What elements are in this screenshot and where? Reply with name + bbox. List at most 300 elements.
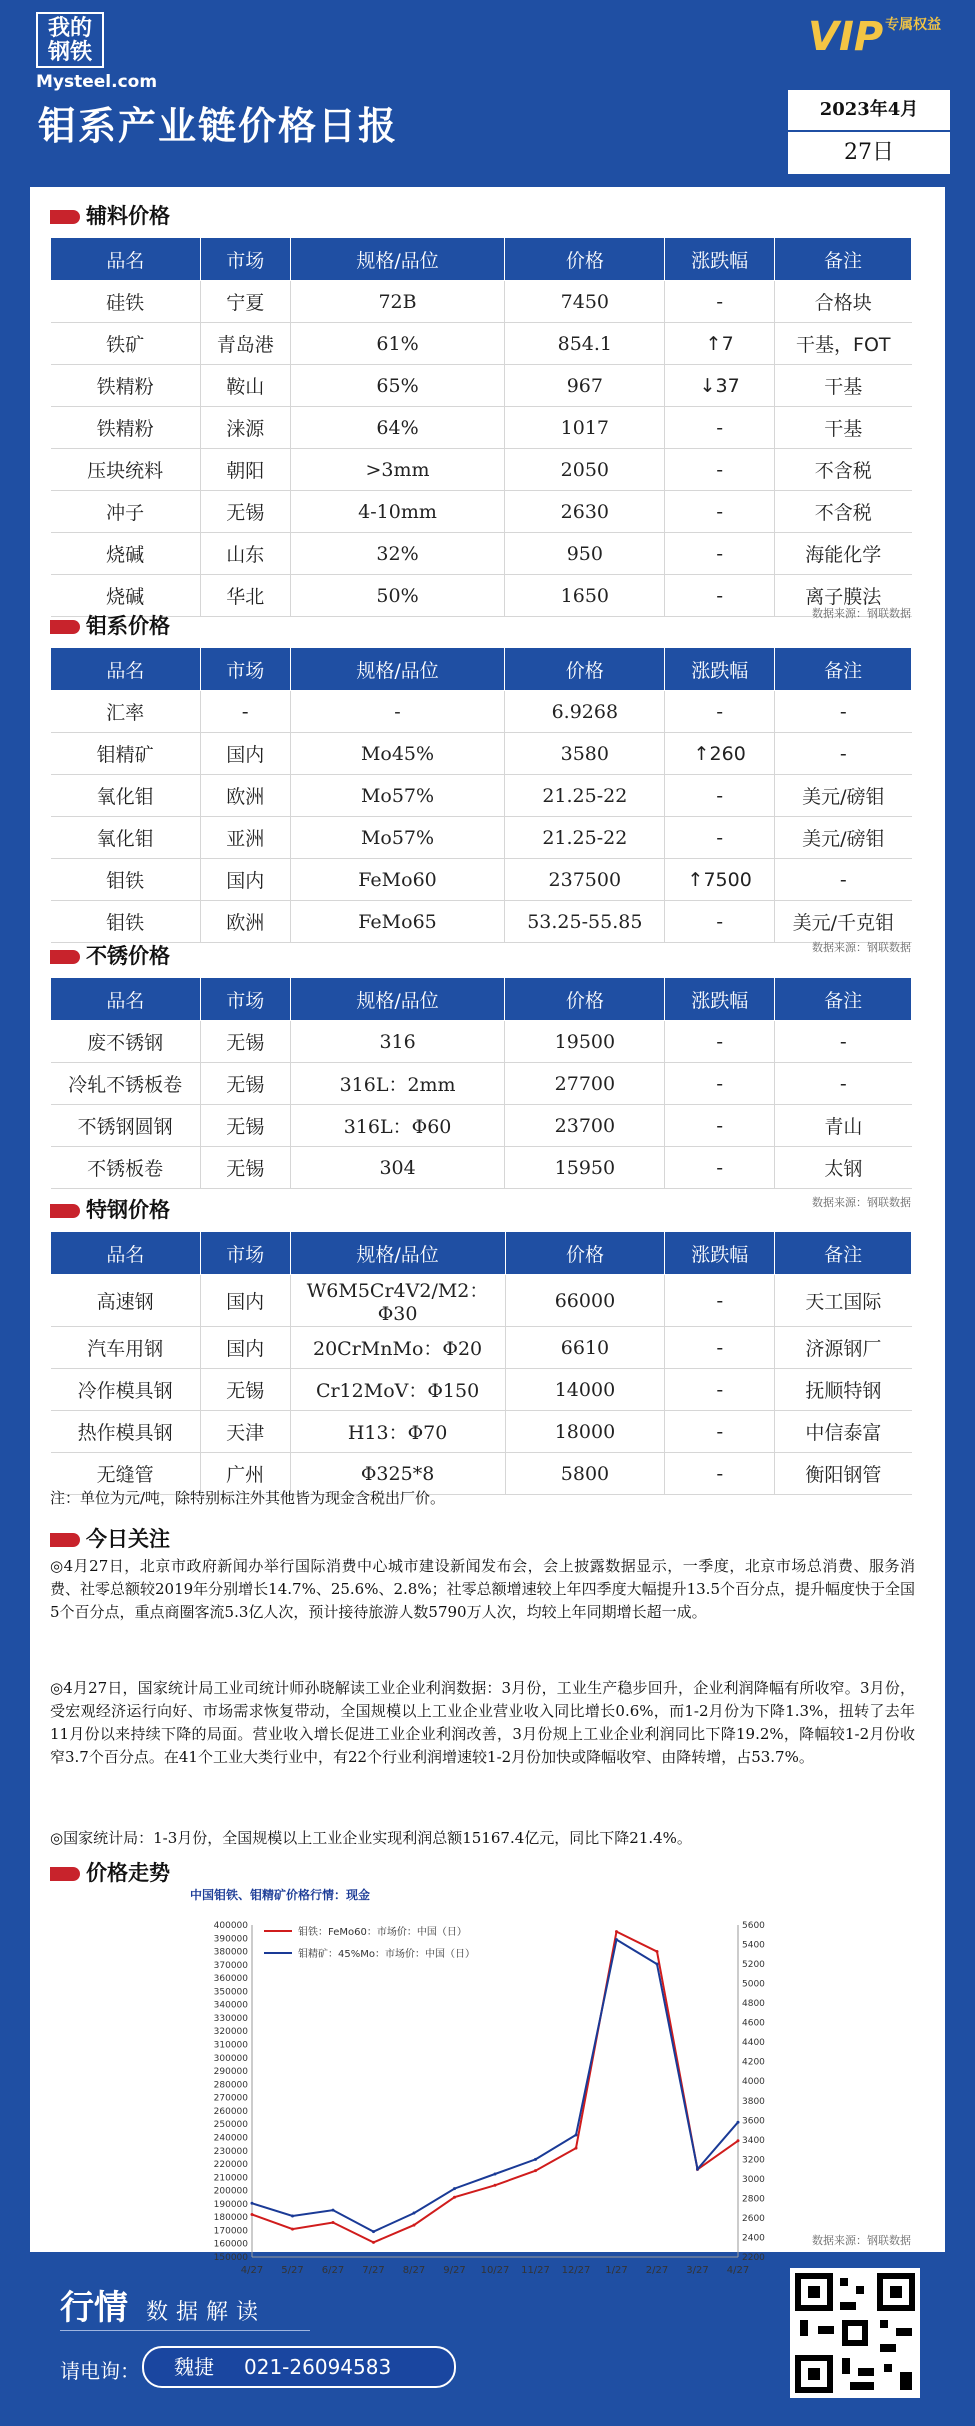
section-marker-icon	[50, 1533, 80, 1547]
table-row	[51, 817, 912, 859]
table-cell: ↓37	[665, 365, 775, 407]
y-tick-label-left: 180000	[213, 2213, 248, 2224]
column-header: 规格/品位	[290, 648, 505, 691]
table-cell: -	[775, 1063, 912, 1105]
y-tick-label-left: 270000	[213, 2093, 248, 2104]
y-tick-label-right: 4400	[742, 2038, 765, 2049]
table-cell: 316L：2mm	[290, 1063, 505, 1105]
source-note: 数据来源：钢联数据	[812, 607, 911, 620]
table-row	[51, 1327, 912, 1369]
logo-en: Mysteel.com	[36, 72, 158, 92]
table-cell: -	[665, 281, 775, 323]
x-tick-label: 11/27	[521, 2265, 550, 2276]
table-cell: 钼铁	[51, 901, 201, 943]
table-row	[51, 323, 912, 365]
table-cell: 济源钢厂	[775, 1327, 912, 1369]
table-cell: 5800	[505, 1453, 665, 1495]
table-row	[51, 1021, 912, 1063]
table-cell: 7450	[505, 281, 665, 323]
table-cell: -	[665, 575, 775, 617]
data-point	[534, 2169, 537, 2172]
section-title-aux	[50, 200, 170, 230]
table-cell: 冲子	[51, 491, 201, 533]
column-header: 涨跌幅	[665, 238, 775, 281]
table-cell: 青山	[775, 1105, 912, 1147]
section-marker-icon	[50, 1204, 80, 1218]
table-cell: 欧洲	[200, 775, 290, 817]
table-cell: 铁矿	[51, 323, 201, 365]
table-cell: 铁精粉	[51, 365, 201, 407]
table-cell: 不锈钢圆钢	[51, 1105, 201, 1147]
page-title: 钼系产业链价格日报	[38, 104, 399, 148]
table-row	[51, 1275, 912, 1327]
table-cell: 316L：Φ60	[290, 1105, 505, 1147]
table-cell: -	[775, 1021, 912, 1063]
table-row	[51, 1147, 912, 1189]
data-point	[332, 2221, 335, 2224]
column-header: 规格/品位	[290, 978, 505, 1021]
unit-note: 注：单位为元/吨，除特别标注外其他皆为现金含税出厂价。	[50, 1489, 446, 1507]
x-tick-label: 2/27	[645, 2265, 669, 2276]
logo-cn: 我的钢铁	[36, 12, 104, 68]
table-cell: 61%	[290, 323, 505, 365]
table-cell: -	[665, 1147, 775, 1189]
data-point	[413, 2224, 416, 2227]
table-cell: -	[665, 1411, 775, 1453]
section-title-text: 辅料价格	[86, 204, 170, 228]
data-point	[656, 1950, 659, 1953]
data-point	[575, 2133, 578, 2136]
table-cell: Mo45%	[290, 733, 505, 775]
table-cell: 美元/千克钼	[775, 901, 912, 943]
y-tick-label-left: 170000	[213, 2226, 248, 2237]
table-cell: 钼精矿	[51, 733, 201, 775]
y-tick-label-right: 3000	[742, 2174, 765, 2185]
y-tick-label-left: 320000	[213, 2027, 248, 2038]
table-row	[51, 449, 912, 491]
table-cell: 青岛港	[200, 323, 290, 365]
table-cell: 1017	[505, 407, 665, 449]
data-point	[453, 2187, 456, 2190]
table-cell: 抚顺特钢	[775, 1369, 912, 1411]
column-header: 品名	[51, 238, 201, 281]
table-cell: 66000	[505, 1275, 665, 1327]
footer	[0, 2252, 975, 2426]
table-cell: -	[775, 691, 912, 733]
table-cell: 无锡	[200, 1063, 290, 1105]
x-tick-label: 5/27	[281, 2265, 304, 2276]
table-cell: 不锈板卷	[51, 1147, 201, 1189]
table-cell: FeMo65	[290, 901, 505, 943]
column-header: 涨跌幅	[665, 978, 775, 1021]
table-cell: 美元/磅钼	[775, 775, 912, 817]
section-marker-icon	[50, 1867, 80, 1881]
table-row	[51, 1063, 912, 1105]
column-header: 涨跌幅	[665, 1232, 775, 1275]
x-tick-label: 4/27	[726, 2265, 750, 2276]
table-cell: -	[200, 691, 290, 733]
table-cell: 高速钢	[51, 1275, 201, 1327]
table-cell: 氧化钼	[51, 775, 201, 817]
table-cell: 国内	[200, 859, 290, 901]
y-tick-label-left: 250000	[213, 2120, 248, 2131]
table-cell: 废不锈钢	[51, 1021, 201, 1063]
y-tick-label-left: 160000	[213, 2239, 248, 2250]
table-cell: 无锡	[200, 1021, 290, 1063]
table-cell: 72B	[290, 281, 505, 323]
section-marker-icon	[50, 620, 80, 634]
table-cell: -	[665, 1021, 775, 1063]
table-cell: 欧洲	[200, 901, 290, 943]
x-tick-label: 8/27	[402, 2265, 426, 2276]
y-tick-label-right: 4200	[742, 2057, 765, 2068]
table-cell: W6M5Cr4V2/M2：Φ30	[290, 1275, 505, 1327]
table-cell: 压块统料	[51, 449, 201, 491]
table-cell: 23700	[505, 1105, 665, 1147]
data-point	[453, 2196, 456, 2199]
table-cell: 18000	[505, 1411, 665, 1453]
table-cell: 烧碱	[51, 533, 201, 575]
table-cell: 53.25-55.85	[505, 901, 665, 943]
column-header: 备注	[775, 648, 912, 691]
table-cell: 国内	[200, 1327, 290, 1369]
table-cell: 鞍山	[200, 365, 290, 407]
table-cell: 19500	[505, 1021, 665, 1063]
section-title-text: 今日关注	[86, 1527, 170, 1551]
data-point	[413, 2212, 416, 2215]
table-row	[51, 859, 912, 901]
table-cell: Mo57%	[290, 775, 505, 817]
table-cell: 20CrMnMo：Φ20	[290, 1327, 505, 1369]
y-tick-label-right: 3600	[742, 2116, 765, 2127]
section-marker-icon	[50, 210, 80, 224]
table-cell: -	[665, 1453, 775, 1495]
contact-person: 魏捷	[174, 2355, 214, 2379]
contact-phone: 021-26094583	[244, 2355, 392, 2379]
table-row	[51, 691, 912, 733]
table-cell: 无锡	[200, 491, 290, 533]
table-header-row	[51, 1232, 912, 1275]
column-header: 涨跌幅	[665, 648, 775, 691]
y-tick-label-right: 5600	[742, 1921, 765, 1931]
y-tick-label-left: 330000	[213, 2013, 248, 2024]
column-header: 品名	[51, 978, 201, 1021]
table-cell: -	[665, 491, 775, 533]
table-cell: 无锡	[200, 1147, 290, 1189]
table-cell: 宁夏	[200, 281, 290, 323]
contact-pill[interactable]	[142, 2346, 456, 2388]
table-cell: 亚洲	[200, 817, 290, 859]
date-month: 2023年4月	[788, 90, 950, 132]
table-cell: -	[665, 1275, 775, 1327]
table-cell: 海能化学	[775, 533, 912, 575]
column-header: 规格/品位	[290, 238, 505, 281]
table-cell: -	[775, 733, 912, 775]
table-cell: Mo57%	[290, 817, 505, 859]
y-tick-label-right: 4000	[742, 2077, 765, 2088]
column-header: 价格	[505, 978, 665, 1021]
footer-divider	[60, 2330, 310, 2331]
table-cell: 离子膜法	[775, 575, 912, 617]
section-title-text: 钼系价格	[86, 614, 170, 638]
column-header: 市场	[200, 1232, 290, 1275]
y-tick-label-left: 150000	[213, 2253, 248, 2263]
y-tick-label-left: 190000	[213, 2199, 248, 2210]
legend-label: 钼铁：FeMo60：市场价：中国（日）	[298, 1927, 467, 1938]
table-cell: 汽车用钢	[51, 1327, 201, 1369]
table-cell: Cr12MoV：Φ150	[290, 1369, 505, 1411]
table-cell: 冷轧不锈板卷	[51, 1063, 201, 1105]
table-cell: 氧化钼	[51, 817, 201, 859]
column-header: 市场	[200, 978, 290, 1021]
table-cell: 烧碱	[51, 575, 201, 617]
table-cell: 21.25-22	[505, 775, 665, 817]
data-point	[494, 2184, 497, 2187]
legend-label: 钼精矿：45%Mo：市场价：中国（日）	[298, 1949, 475, 1960]
table-cell: -	[665, 817, 775, 859]
date-day: 27日	[844, 140, 894, 165]
y-tick-label-right: 3200	[742, 2155, 765, 2166]
table-cell: 14000	[505, 1369, 665, 1411]
table-cell: -	[665, 1063, 775, 1105]
footer-sub: 数据解读	[146, 2300, 267, 2325]
table-cell: 64%	[290, 407, 505, 449]
data-point	[372, 2241, 375, 2244]
table-cell: 65%	[290, 365, 505, 407]
report-header	[0, 0, 975, 175]
table-cell: 铁精粉	[51, 407, 201, 449]
vip-badge	[808, 14, 941, 60]
x-tick-label: 9/27	[443, 2265, 466, 2276]
y-tick-label-left: 230000	[213, 2146, 248, 2157]
x-tick-label: 1/27	[605, 2265, 628, 2276]
section-title-sp	[50, 1194, 170, 1224]
table-header-row	[51, 648, 912, 691]
price-trend-chart	[190, 1885, 810, 2295]
table-cell: 32%	[290, 533, 505, 575]
table-row	[51, 407, 912, 449]
footer-hang: 行情	[60, 2288, 128, 2328]
y-tick-label-left: 340000	[213, 2000, 248, 2011]
table-cell: 316	[290, 1021, 505, 1063]
x-tick-label: 10/27	[480, 2265, 510, 2276]
data-point	[332, 2209, 335, 2212]
data-point	[291, 2228, 294, 2231]
table-cell: 15950	[505, 1147, 665, 1189]
mysteel-logo[interactable]	[36, 12, 156, 92]
y-tick-label-left: 370000	[213, 1960, 248, 1971]
table-cell: -	[665, 1369, 775, 1411]
table-cell: -	[665, 407, 775, 449]
table-cell: 50%	[290, 575, 505, 617]
section-title-text: 不锈价格	[86, 944, 170, 968]
series-line-2	[252, 1940, 738, 2232]
table-row	[51, 775, 912, 817]
table-cell: 6.9268	[505, 691, 665, 733]
section-title-mo	[50, 610, 170, 640]
table-cell: 3580	[505, 733, 665, 775]
table-cell: 钼铁	[51, 859, 201, 901]
data-point	[494, 2173, 497, 2176]
table-cell: 2050	[505, 449, 665, 491]
y-tick-label-right: 5200	[742, 1960, 765, 1971]
y-tick-label-right: 2600	[742, 2213, 765, 2224]
table-cell: 21.25-22	[505, 817, 665, 859]
table-header-row	[51, 238, 912, 281]
news-paragraph-2: ◎4月27日，国家统计局工业司统计师孙晓解读工业企业利润数据：3月份，工业生产稳步回升，企业利润降幅有所收窄。3月份，受宏观经济运行向好、市场需求恢复带动，全国规模以上工业企业营业收入同比增长0.6%，而1-2月份为下降1.3%，扭转了去年11月份以来持续下降的局面。营业收入增长促进工业企业利润改善，3月份规上工业企业利润同比下降19.2%，降幅较1-2月份收窄3.7个百分点。在41个工业大类行业中，有22个行业利润增速较1-2月份加快或降幅收窄、由降转增，占53.7%。	[50, 1679, 915, 1766]
table-cell: 1650	[505, 575, 665, 617]
data-point	[615, 1930, 618, 1933]
source-note: 数据来源：钢联数据	[812, 941, 911, 954]
table-cell: -	[775, 859, 912, 901]
table-row	[51, 365, 912, 407]
qr-code-icon[interactable]	[790, 2268, 920, 2398]
table-cell: -	[665, 1327, 775, 1369]
y-tick-label-left: 200000	[213, 2186, 248, 2197]
y-tick-label-right: 3400	[742, 2135, 765, 2146]
column-header: 备注	[775, 978, 912, 1021]
table-cell: 广州	[200, 1453, 290, 1495]
footer-slogan	[60, 2280, 266, 2329]
section-title-text: 特钢价格	[86, 1198, 170, 1222]
data-point	[737, 2139, 740, 2142]
column-header: 价格	[505, 648, 665, 691]
table-cell: 太钢	[775, 1147, 912, 1189]
table-cell: 4-10mm	[290, 491, 505, 533]
table-cell: -	[665, 1105, 775, 1147]
data-point	[251, 2213, 254, 2216]
table-row	[51, 281, 912, 323]
y-tick-label-right: 5400	[742, 1940, 765, 1951]
column-header: 规格/品位	[290, 1232, 505, 1275]
table-cell: 干基	[775, 407, 912, 449]
table-cell: 国内	[200, 733, 290, 775]
table-cell: ↑7	[665, 323, 775, 365]
data-point	[696, 2168, 699, 2171]
table-cell: 天津	[200, 1411, 290, 1453]
table-cell: ↑7500	[665, 859, 775, 901]
table-header-row	[51, 978, 912, 1021]
table-cell: 854.1	[505, 323, 665, 365]
source-note: 数据来源：钢联数据	[812, 2234, 911, 2247]
y-tick-label-left: 400000	[213, 1921, 248, 1931]
data-point	[372, 2230, 375, 2233]
column-header: 品名	[51, 1232, 201, 1275]
column-header: 价格	[505, 1232, 665, 1275]
table-cell: 不含税	[775, 449, 912, 491]
column-header: 市场	[200, 238, 290, 281]
news-paragraph-1: ◎4月27日，北京市政府新闻办举行国际消费中心城市建设新闻发布会，会上披露数据显示，一季度，北京市场总消费、服务消费、社零总额较2019年分别增长14.7%、25.6%、2.8%；社零总额增速较上年四季度大幅提升13.5个百分点，提升幅度快于全国5个百分点，重点商圈客流5.3亿人次，预计接待旅游人数5790万人次，均较上年同期增长超一成。	[50, 1557, 915, 1621]
y-tick-label-left: 390000	[213, 1934, 248, 1945]
table-cell: 华北	[200, 575, 290, 617]
y-tick-label-left: 210000	[213, 2173, 248, 2184]
table-cell: 涞源	[200, 407, 290, 449]
data-point	[251, 2202, 254, 2205]
table-cell: Φ325*8	[290, 1453, 505, 1495]
column-header: 备注	[775, 238, 912, 281]
table-cell: -	[665, 533, 775, 575]
data-point	[615, 1938, 618, 1941]
table-cell: 967	[505, 365, 665, 407]
table-cell: 汇率	[51, 691, 201, 733]
aux-price-table	[50, 237, 912, 617]
y-tick-label-right: 5000	[742, 1979, 765, 1990]
section-title-today	[50, 1523, 170, 1553]
table-cell: 6610	[505, 1327, 665, 1369]
data-point	[656, 1963, 659, 1966]
table-cell: 2630	[505, 491, 665, 533]
table-cell: 237500	[505, 859, 665, 901]
y-tick-label-left: 310000	[213, 2040, 248, 2051]
column-header: 价格	[505, 238, 665, 281]
table-row	[51, 1411, 912, 1453]
table-cell: 中信泰富	[775, 1411, 912, 1453]
table-cell: 无锡	[200, 1369, 290, 1411]
table-cell: 国内	[200, 1275, 290, 1327]
table-row	[51, 575, 912, 617]
data-point	[291, 2214, 294, 2217]
sp-price-table	[50, 1231, 912, 1495]
column-header: 市场	[200, 648, 290, 691]
table-cell: 天工国际	[775, 1275, 912, 1327]
table-cell: -	[665, 901, 775, 943]
table-row	[51, 1369, 912, 1411]
date-box	[786, 88, 952, 176]
table-cell: 不含税	[775, 491, 912, 533]
y-tick-label-right: 2400	[742, 2233, 765, 2244]
x-tick-label: 4/27	[240, 2265, 264, 2276]
column-header: 备注	[775, 1232, 912, 1275]
y-tick-label-left: 260000	[213, 2106, 248, 2117]
table-row	[51, 901, 912, 943]
table-cell: 干基，FOT	[775, 323, 912, 365]
source-note: 数据来源：钢联数据	[812, 1196, 911, 1209]
table-row	[51, 1105, 912, 1147]
y-tick-label-right: 3800	[742, 2096, 765, 2107]
x-tick-label: 7/27	[362, 2265, 385, 2276]
section-title-text: 价格走势	[86, 1861, 170, 1885]
y-tick-label-left: 280000	[213, 2080, 248, 2091]
table-cell: FeMo60	[290, 859, 505, 901]
table-cell: 冷作模具钢	[51, 1369, 201, 1411]
x-tick-label: 12/27	[561, 2265, 591, 2276]
table-cell: 合格块	[775, 281, 912, 323]
table-cell: -	[665, 775, 775, 817]
vip-sub: 专属权益	[885, 17, 942, 33]
y-tick-label-left: 240000	[213, 2133, 248, 2144]
contact-label: 请电询：	[60, 2359, 140, 2383]
y-tick-label-right: 4800	[742, 1999, 765, 2010]
table-cell: 山东	[200, 533, 290, 575]
y-tick-label-left: 220000	[213, 2160, 248, 2171]
content-panel	[30, 187, 945, 2276]
qr-code-graphic	[790, 2268, 920, 2398]
vip-text: VIP	[808, 14, 884, 60]
table-cell: 热作模具钢	[51, 1411, 201, 1453]
section-title-trend	[50, 1857, 170, 1887]
y-tick-label-left: 360000	[213, 1974, 248, 1985]
section-title-ss	[50, 940, 170, 970]
table-cell: 美元/磅钼	[775, 817, 912, 859]
data-point	[575, 2147, 578, 2150]
y-tick-label-right: 2200	[742, 2253, 765, 2263]
table-cell: 950	[505, 533, 665, 575]
table-cell: 衡阳钢管	[775, 1453, 912, 1495]
table-row	[51, 533, 912, 575]
table-cell: -	[665, 449, 775, 491]
y-tick-label-left: 380000	[213, 1947, 248, 1958]
x-tick-label: 3/27	[686, 2265, 709, 2276]
